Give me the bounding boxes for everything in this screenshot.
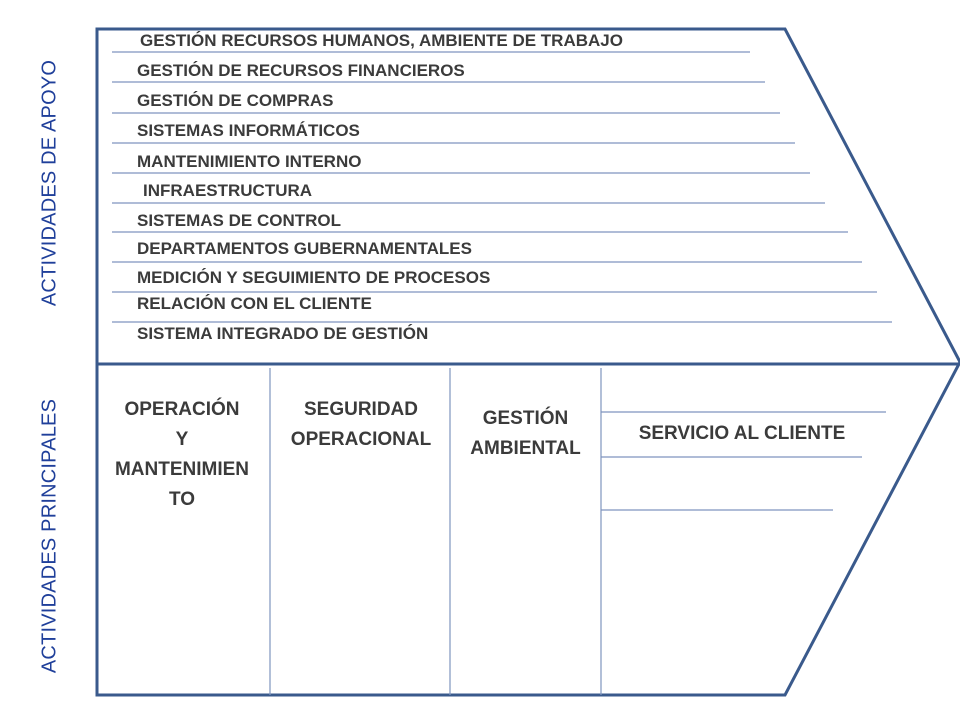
- primary-operation-maintenance: OPERACIÓN Y MANTENIMIEN TO: [114, 399, 250, 510]
- support-activity-hr: GESTIÓN RECURSOS HUMANOS, AMBIENTE DE TRABAJO: [140, 31, 623, 50]
- support-activities-label: ACTIVIDADES DE APOYO: [38, 59, 61, 307]
- primary-operational-safety: SEGURIDAD OPERACIONAL: [290, 399, 432, 450]
- support-activity-control-systems: SISTEMAS DE CONTROL: [137, 211, 342, 230]
- primary-customer-service: SERVICIO AL CLIENTE: [638, 423, 846, 444]
- support-activity-purchasing: GESTIÓN DE COMPRAS: [137, 91, 334, 110]
- primary-activities-label: ACTIVIDADES PRINCIPALES: [38, 398, 61, 674]
- support-activity-it: SISTEMAS INFORMÁTICOS: [137, 121, 360, 140]
- support-activity-government: DEPARTAMENTOS GUBERNAMENTALES: [137, 239, 472, 258]
- support-activity-integrated-management: SISTEMA INTEGRADO DE GESTIÓN: [137, 324, 429, 343]
- support-activity-maintenance: MANTENIMIENTO INTERNO: [137, 152, 362, 171]
- primary-environmental-management: GESTIÓN AMBIENTAL: [470, 408, 581, 459]
- support-activity-finance: GESTIÓN DE RECURSOS FINANCIEROS: [137, 61, 465, 80]
- support-activity-infrastructure: INFRAESTRUCTURA: [143, 181, 313, 200]
- support-activity-customer-relations: RELACIÓN CON EL CLIENTE: [137, 294, 372, 313]
- support-activity-process-monitoring: MEDICIÓN Y SEGUIMIENTO DE PROCESOS: [137, 268, 491, 287]
